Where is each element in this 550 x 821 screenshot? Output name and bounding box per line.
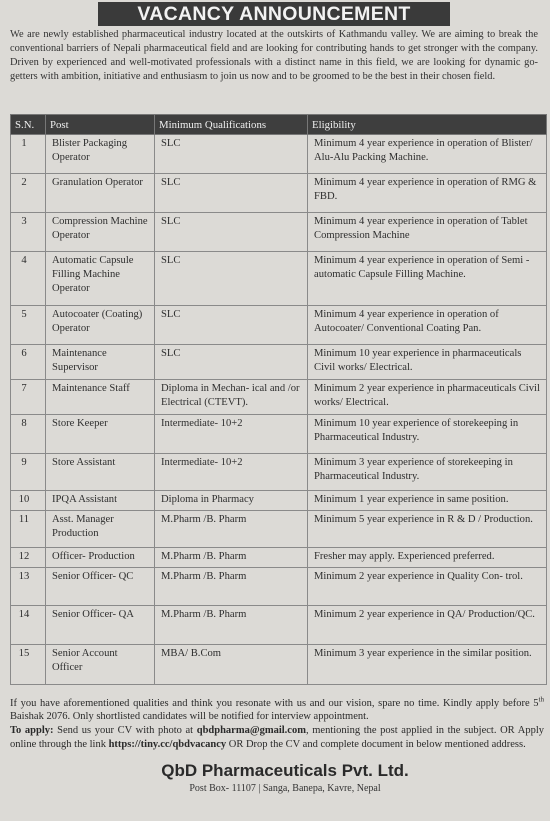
apply-label: To apply: — [10, 725, 54, 737]
table-row — [11, 606, 547, 645]
cell-qualification: SLC — [155, 213, 308, 252]
apply-link[interactable]: https://tiny.cc/qbdvacancy — [108, 738, 227, 750]
cell-post: Blister Packaging Operator — [46, 135, 155, 174]
cell-post: Granulation Operator — [46, 174, 155, 213]
cell-eligibility: Minimum 4 year experience in operation of Blister/ Alu-Alu Packing Machine. — [308, 135, 547, 174]
header-eligibility: Eligibility — [308, 115, 547, 135]
company-address: Post Box- 11107 | Sanga, Banepa, Kavre, Nepal — [189, 783, 381, 794]
cell-sn: 11 — [11, 511, 46, 548]
cell-eligibility: Minimum 3 year experience of storekeeping in Pharmaceutical Industry. — [308, 454, 547, 491]
table-row — [11, 306, 547, 345]
cell-eligibility: Minimum 2 year experience in QA/ Production/QC. — [308, 606, 547, 645]
cell-eligibility: Minimum 3 year experience in the similar position. — [308, 645, 547, 685]
cell-post: Automatic Capsule Filling Machine Operator — [46, 252, 155, 306]
table-row — [11, 135, 547, 174]
cell-qualification: SLC — [155, 306, 308, 345]
table-row — [11, 213, 547, 252]
cell-post: Maintenance Staff — [46, 380, 155, 415]
cell-qualification: Intermediate- 10+2 — [155, 454, 308, 491]
cell-post: Senior Officer- QC — [46, 568, 155, 606]
table-row — [11, 380, 547, 415]
cell-qualification: Intermediate- 10+2 — [155, 415, 308, 454]
header-qualifications: Minimum Qualifications — [155, 115, 308, 135]
cell-sn: 14 — [11, 606, 46, 645]
table-row — [11, 491, 547, 511]
cell-eligibility: Fresher may apply. Experienced preferred. — [308, 548, 547, 568]
cell-eligibility: Minimum 1 year experience in same position. — [308, 491, 547, 511]
apply-instructions — [10, 693, 544, 752]
cell-sn: 2 — [11, 174, 46, 213]
deadline-text — [10, 695, 544, 723]
table-row — [11, 415, 547, 454]
cell-qualification: M.Pharm /B. Pharm — [155, 568, 308, 606]
cell-eligibility: Minimum 4 year experience in operation of Semi -automatic Capsule Filling Machine. — [308, 252, 547, 306]
table-row — [11, 645, 547, 685]
vacancy-table — [10, 114, 547, 685]
cell-sn: 15 — [11, 645, 46, 685]
cell-post: Store Keeper — [46, 415, 155, 454]
deadline-text-pre: If you have aforementioned qualities and think you resonate with us and our vision, spare no time. Kindly apply before 5 — [10, 697, 539, 709]
cell-qualification: M.Pharm /B. Pharm — [155, 511, 308, 548]
cell-post: Maintenance Supervisor — [46, 345, 155, 380]
cell-sn: 1 — [11, 135, 46, 174]
cell-sn: 10 — [11, 491, 46, 511]
page-title: VACANCY ANNOUNCEMENT — [98, 2, 450, 26]
cell-qualification: M.Pharm /B. Pharm — [155, 606, 308, 645]
apply-text-2: , mentioning the post applied in the subject. OR Apply online through the link — [10, 725, 544, 750]
table-row — [11, 252, 547, 306]
cell-eligibility: Minimum 4 year experience in operation of Tablet Compression Machine — [308, 213, 547, 252]
cell-sn: 7 — [11, 380, 46, 415]
table-row — [11, 345, 547, 380]
cell-post: Officer- Production — [46, 548, 155, 568]
cell-qualification: Diploma in Mechan- ical and /or Electrical (CTEVT). — [155, 380, 308, 415]
cell-sn: 13 — [11, 568, 46, 606]
cell-eligibility: Minimum 2 year experience in Quality Con- trol. — [308, 568, 547, 606]
cell-qualification: SLC — [155, 345, 308, 380]
cell-sn: 9 — [11, 454, 46, 491]
cell-qualification: SLC — [155, 135, 308, 174]
cell-post: Asst. Manager Production — [46, 511, 155, 548]
cell-sn: 5 — [11, 306, 46, 345]
cell-qualification: SLC — [155, 252, 308, 306]
deadline-sup: th — [538, 695, 544, 703]
cell-eligibility: Minimum 4 year experience in operation of RMG & FBD. — [308, 174, 547, 213]
table-row — [11, 454, 547, 491]
table-body — [11, 135, 547, 685]
cell-qualification: MBA/ B.Com — [155, 645, 308, 685]
table-row — [11, 568, 547, 606]
cell-sn: 3 — [11, 213, 46, 252]
cell-post: Senior Officer- QA — [46, 606, 155, 645]
table-row — [11, 511, 547, 548]
intro-paragraph: We are newly established pharmaceutical industry located at the outskirts of Kathmandu valley. We are aiming to break the conventional barriers of Nepali pharmaceutical field and are looking for contributing hands to get stronger with the company. Driven by experienced and well-motivated professionals with a distinct name in this field, we are looking for dynamic go-getters with ambition, initiative and enthusiasm to join us now and to be groomed to be the best in their chosen field. — [10, 29, 538, 83]
apply-text-1: Send us your CV with photo at — [53, 725, 197, 737]
table-header-row — [11, 115, 547, 135]
cell-eligibility: Minimum 2 year experience in pharmaceuticals Civil works/ Electrical. — [308, 380, 547, 415]
cell-qualification: SLC — [155, 174, 308, 213]
cell-eligibility: Minimum 4 year experience in operation of Autocoater/ Conventional Coating Pan. — [308, 306, 547, 345]
cell-post: Autocoater (Coating) Operator — [46, 306, 155, 345]
cell-sn: 12 — [11, 548, 46, 568]
cell-post: Store Assistant — [46, 454, 155, 491]
deadline-text-post: Baishak 2076. Only shortlisted candidates will be notified for interview appointment. — [10, 711, 369, 723]
cell-post: IPQA Assistant — [46, 491, 155, 511]
table-row — [11, 174, 547, 213]
cell-eligibility: Minimum 10 year experience in pharmaceuticals Civil works/ Electrical. — [308, 345, 547, 380]
cell-sn: 8 — [11, 415, 46, 454]
company-name: QbD Pharmaceuticals Pvt. Ltd. — [161, 761, 409, 780]
cell-qualification: M.Pharm /B. Pharm — [155, 548, 308, 568]
cell-post: Compression Machine Operator — [46, 213, 155, 252]
cell-eligibility: Minimum 5 year experience in R & D / Production. — [308, 511, 547, 548]
cell-sn: 4 — [11, 252, 46, 306]
cell-eligibility: Minimum 10 year experience of storekeeping in Pharmaceutical Industry. — [308, 415, 547, 454]
cell-sn: 6 — [11, 345, 46, 380]
apply-text-3: OR Drop the CV and complete document in below mentioned address. — [226, 738, 526, 750]
apply-email[interactable]: qbdpharma@gmail.com — [196, 725, 306, 737]
table-row — [11, 548, 547, 568]
header-sn: S.N. — [11, 115, 46, 135]
cell-qualification: Diploma in Pharmacy — [155, 491, 308, 511]
cell-post: Senior Account Officer — [46, 645, 155, 685]
header-post: Post — [46, 115, 155, 135]
